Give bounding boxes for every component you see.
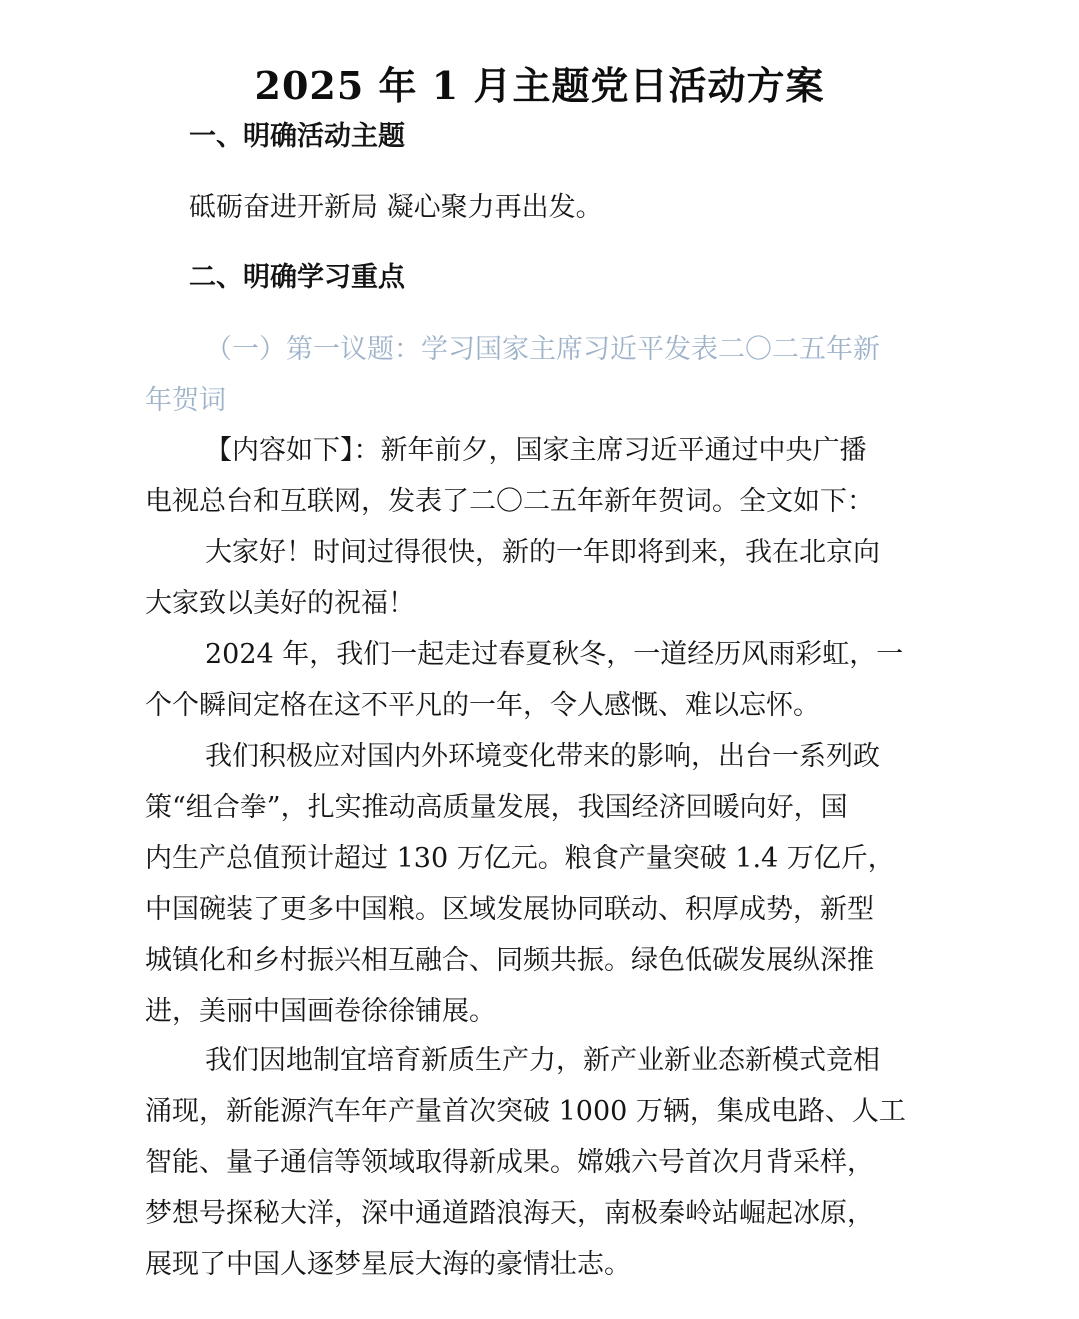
page-title: 2025 年 1 月主题党日活动方案 [254, 63, 825, 108]
subheading-line: 年贺词 [145, 385, 226, 416]
paragraph-line: 涌现，新能源汽车年产量首次突破 1000 万辆，集成电路、人工 [145, 1096, 906, 1127]
paragraph-line: 策“组合拳”，扎实推动高质量发展，我国经济回暖向好，国 [145, 792, 848, 823]
paragraph-line: 电视总台和互联网，发表了二〇二五年新年贺词。全文如下： [145, 486, 874, 517]
paragraph-line: 大家致以美好的祝福！ [145, 588, 415, 619]
paragraph-line: 我们积极应对国内外环境变化带来的影响，出台一系列政 [205, 741, 880, 772]
theme-text: 砥砺奋进开新局 凝心聚力再出发。 [189, 192, 603, 223]
paragraph-line: 进，美丽中国画卷徐徐铺展。 [145, 996, 496, 1027]
section-heading-theme: 一、明确活动主题 [189, 121, 405, 152]
paragraph-line: 智能、量子通信等领域取得新成果。嫦娥六号首次月背采样， [145, 1147, 874, 1178]
paragraph-line: 【内容如下】：新年前夕，国家主席习近平通过中央广播 [205, 435, 867, 466]
subheading-line: （一）第一议题：学习国家主席习近平发表二〇二五年新 [205, 334, 880, 365]
paragraph-intro [145, 425, 937, 527]
paragraph-line: 我们因地制宜培育新质生产力，新产业新业态新模式竞相 [205, 1045, 880, 1076]
paragraph-line: 展现了中国人逐梦星辰大海的豪情壮志。 [145, 1249, 631, 1280]
paragraph-line: 中国碗装了更多中国粮。区域发展协同联动、积厚成势，新型 [145, 894, 874, 925]
section-heading-study: 二、明确学习重点 [189, 262, 405, 293]
paragraph-line: 城镇化和乡村振兴相互融合、同频共振。绿色低碳发展纵深推 [145, 945, 874, 976]
paragraph-line: 2024 年，我们一起走过春夏秋冬，一道经历风雨彩虹，一 [205, 639, 904, 670]
paragraph-2024 [145, 629, 937, 731]
paragraph-line: 个个瞬间定格在这不平凡的一年，令人感慨、难以忘怀。 [145, 690, 820, 721]
paragraph-innovation [145, 1035, 937, 1290]
paragraph-line: 梦想号探秘大洋，深中通道踏浪海天，南极秦岭站崛起冰原， [145, 1198, 874, 1229]
paragraph-economy [145, 731, 937, 1037]
paragraph-greeting [145, 527, 937, 629]
paragraph-line: 内生产总值预计超过 130 万亿元。粮食产量突破 1.4 万亿斤， [145, 843, 895, 874]
paragraph-line: 大家好！时间过得很快，新的一年即将到来，我在北京向 [205, 537, 880, 568]
subheading-first-topic [145, 324, 937, 426]
